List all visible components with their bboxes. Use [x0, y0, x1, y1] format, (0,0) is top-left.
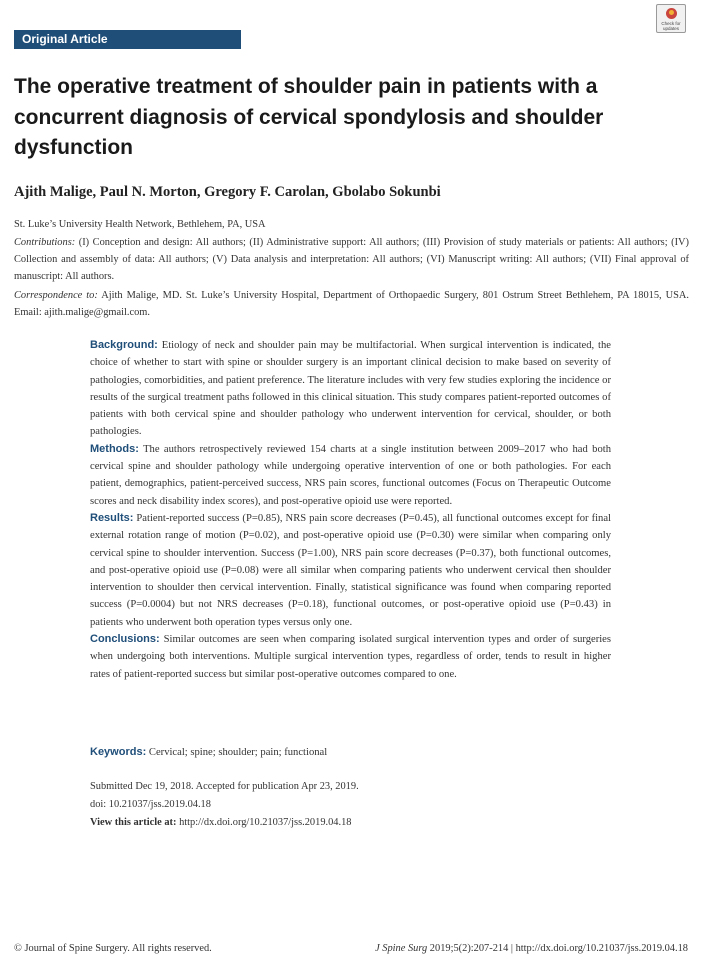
methods-heading: Methods: — [90, 442, 139, 455]
contributions-label: Contributions: — [14, 237, 76, 248]
author-list: Ajith Malige, Paul N. Morton, Gregory F. Carolan, Gbolabo Sokunbi — [14, 184, 441, 200]
view-article-label: View this article at: — [90, 817, 177, 828]
article-title: The operative treatment of shoulder pain in patients with a concurrent diagnosis of cervical spondylosis and shoulder dysfunction — [14, 75, 604, 159]
abstract-background — [90, 337, 611, 441]
keywords-heading: Keywords: — [90, 746, 147, 758]
check-for-updates-icon — [666, 8, 677, 19]
contributions — [14, 234, 689, 285]
check-for-updates-badge[interactable] — [656, 4, 686, 33]
background-heading: Background: — [90, 339, 158, 351]
citation-text: 2019;5(2):207-214 | http://dx.doi.org/10.21037/jss.2019.04.18 — [427, 943, 688, 954]
view-article-link[interactable]: http://dx.doi.org/10.21037/jss.2019.04.18 — [176, 817, 352, 828]
results-text: Patient-reported success (P=0.85), NRS pain score decreases (P=0.45), all functional outcomes except for final external rotation range of motion (P=0.02), and post-operative opioid use (P=0.30) were similar when comparing only cervical spine to shoulder intervention. Success (P=1.00), NRS pain score decreases (P=0.37), both functional outcomes, and post-operative opioid use (P=0.08) were all similar when comparing patients who underwent cervical then shoulder intervention to shoulder then cervical intervention. Finally, statistical significance was found when comparing reported success (P=0.0004) but not NRS decreases (P=0.18), functional outcomes, or post-operative opioid use (P=0.43) in patients who underwent both operation types versus only one. — [90, 512, 611, 628]
affiliation: St. Luke’s University Health Network, Bethlehem, PA, USA — [14, 219, 266, 230]
abstract-conclusions — [90, 631, 611, 683]
background-text: Etiology of neck and shoulder pain may be multifactorial. When surgical intervention is indicated, the choice of whether to start with spine or shoulder surgery is an important clinical decision to make based on severity of pathologies, comorbidities, and patient preference. The literature includes with very few studies exploring the incidence or results of the surgical treatment paths followed in this clinical situation. This study compares patient-reported outcomes of patients with both cervical spine and shoulder pathology who underwent intervention for cervical, shoulder, or both pathologies. — [90, 340, 611, 438]
conclusions-text: Similar outcomes are seen when comparing isolated surgical intervention types and order of surgeries when undergoing both interventions. Multiple surgical intervention types, regardless of order, tends to result in higher rates of patient-reported success but similar post-operative outcomes compared to one. — [90, 634, 611, 680]
view-article-line — [90, 814, 359, 832]
abstract-results — [90, 510, 611, 631]
footer-citation — [375, 942, 688, 956]
correspondence-label: Correspondence to: — [14, 290, 98, 301]
methods-text: The authors retrospectively reviewed 154 charts at a single institution between 2009–2017 who had both cervical spine and shoulder pathology while undergoing operative intervention of one or both pathologies. For each patient, demographics, patient-perceived success, NRS pain scores, functional outcomes (Focus on Therapeutic Outcome scores and neck disability index scores), and post-operative opioid use were reported. — [90, 443, 611, 507]
doi: doi: 10.21037/jss.2019.04.18 — [90, 799, 211, 810]
abstract-methods — [90, 441, 611, 510]
journal-abbrev: J Spine Surg — [375, 943, 428, 954]
results-heading: Results: — [90, 511, 134, 524]
badge-text: Check for updates — [661, 21, 681, 31]
abstract — [90, 337, 611, 683]
keywords — [90, 744, 327, 761]
contributions-text: (I) Conception and design: All authors; (II) Administrative support: All authors; (III) Provision of study materials or patients: All authors; (IV) Collection and assembly of data: All authors; (V) Data analysis and interpretation: All authors; (VI) Manuscript writing: All authors; (VII) Final approval of manuscript: All authors. — [14, 237, 689, 282]
keywords-text: Cervical; spine; shoulder; pain; functional — [146, 747, 328, 758]
conclusions-heading: Conclusions: — [90, 633, 160, 646]
publication-info — [90, 778, 359, 832]
submission-dates: Submitted Dec 19, 2018. Accepted for publication Apr 23, 2019. — [90, 781, 359, 792]
correspondence-text: Ajith Malige, MD. St. Luke’s University Hospital, Department of Orthopaedic Surgery, 801 Ostrum Street Bethlehem, PA 18015, USA. Email: ajith.malige@gmail.com. — [14, 290, 689, 318]
correspondence — [14, 287, 689, 321]
footer-copyright: © Journal of Spine Surgery. All rights reserved. — [14, 943, 212, 954]
article-type-label: Original Article — [14, 30, 241, 49]
